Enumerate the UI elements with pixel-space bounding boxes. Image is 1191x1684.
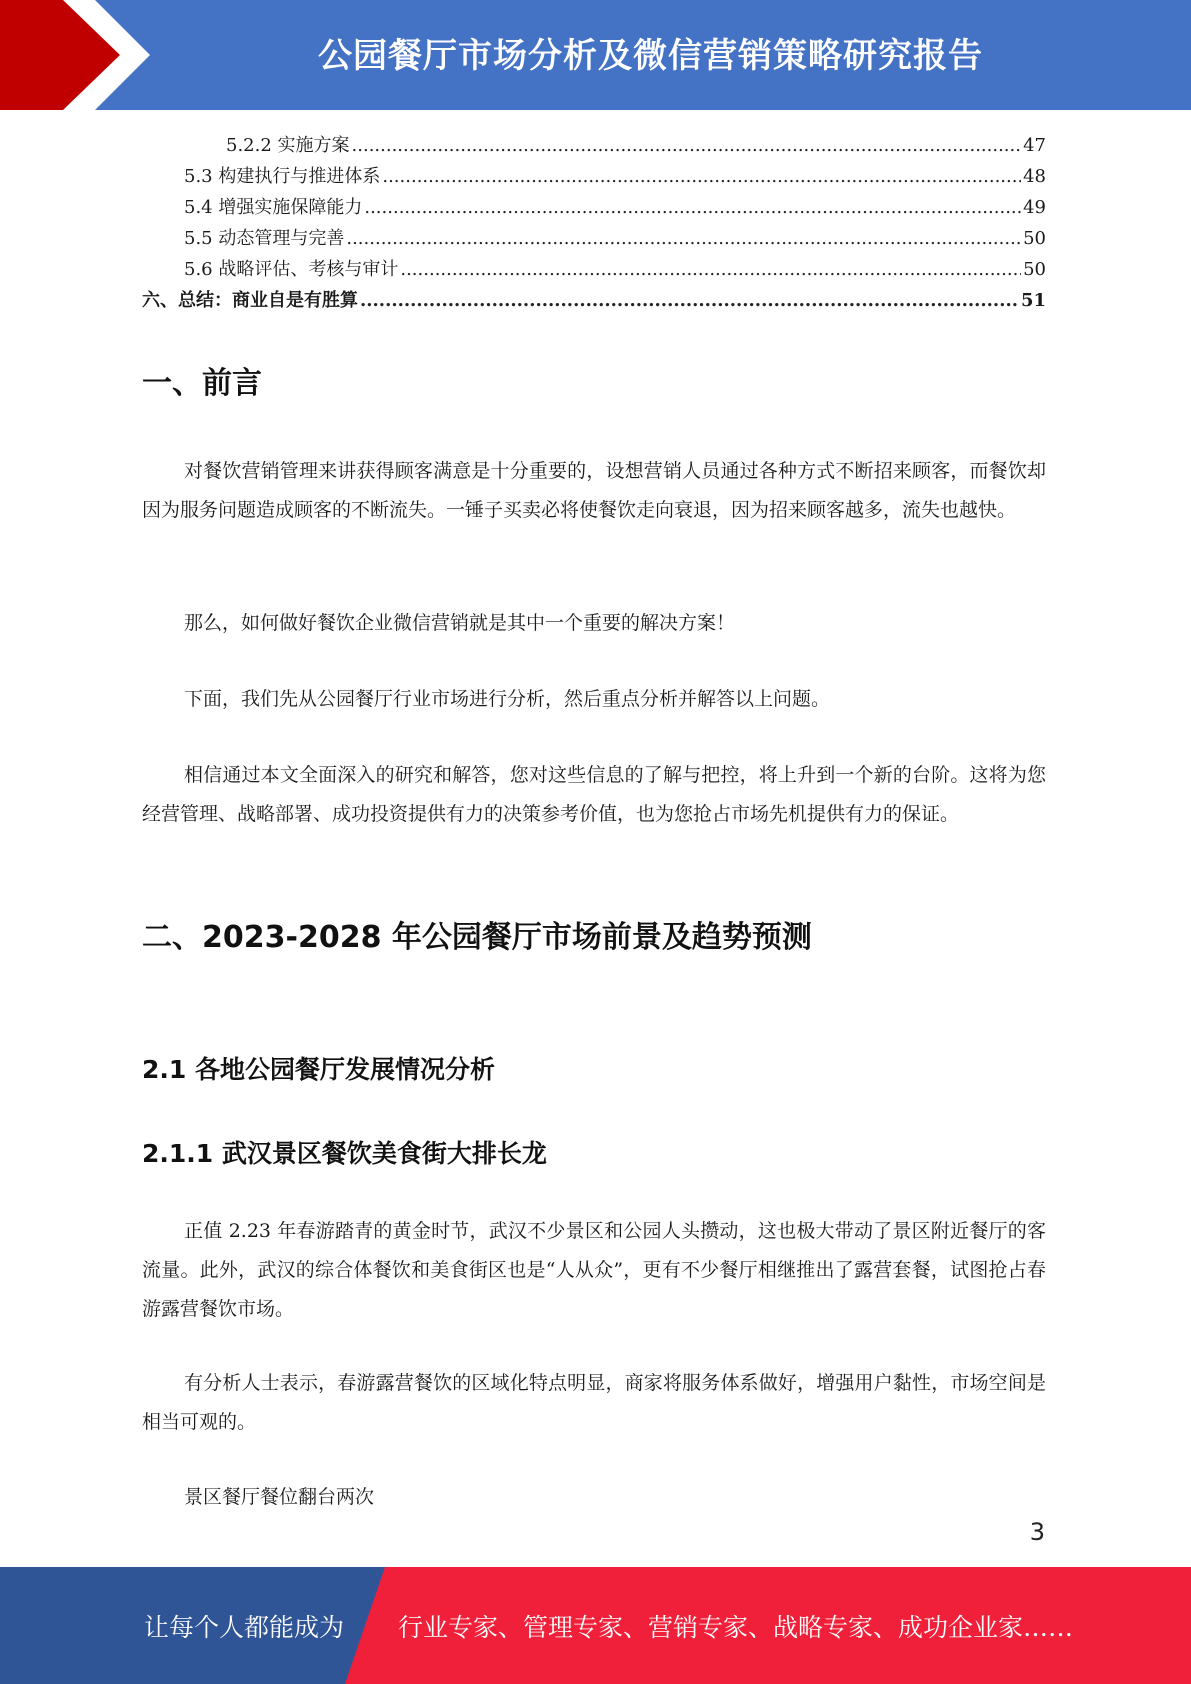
toc-leader-dots [400, 254, 1021, 285]
toc-leader-dots [352, 130, 1022, 161]
table-of-contents [142, 130, 1046, 316]
toc-entry-label: 六、总结：商业自是有胜算 [142, 290, 358, 311]
paragraph: 对餐饮营销管理来讲获得顾客满意是十分重要的，设想营销人员通过各种方式不断招来顾客，而餐饮却因为服务问题造成顾客的不断流失。一锤子买卖必将使餐饮走向衰退，因为招来顾客越多，流失也越快。 [142, 460, 1046, 521]
toc-leader-dots [382, 161, 1021, 192]
toc-entry[interactable] [142, 130, 1046, 161]
toc-entry-page: 49 [1023, 197, 1046, 218]
toc-entry-label: 5.2.2 实施方案 [226, 135, 350, 156]
footer-slogan-right: 行业专家、管理专家、营销专家、战略专家、成功企业家…… [398, 1613, 1074, 1642]
report-title: 公园餐厅市场分析及微信营销策略研究报告 [318, 36, 983, 76]
toc-entry[interactable] [142, 285, 1046, 316]
subsubsection-title: 2.1.1 武汉景区餐饮美食街大排长龙 [142, 1139, 547, 1168]
toc-entry[interactable] [142, 223, 1046, 254]
header-arrow-decoration [0, 0, 160, 110]
paragraph: 景区餐厅餐位翻台两次 [184, 1486, 375, 1508]
toc-leader-dots [360, 285, 1019, 316]
toc-entry-label: 5.3 构建执行与推进体系 [184, 166, 381, 187]
toc-entry-page: 51 [1020, 290, 1046, 311]
toc-entry-page: 48 [1023, 166, 1046, 187]
toc-leader-dots [364, 192, 1021, 223]
toc-entry-page: 50 [1023, 259, 1046, 280]
toc-leader-dots [346, 223, 1021, 254]
footer-slogan-left: 让每个人都能成为 [144, 1613, 345, 1642]
toc-entry-label: 5.6 战略评估、考核与审计 [184, 259, 399, 280]
section-title-chapter-2: 二、2023-2028 年公园餐厅市场前景及趋势预测 [142, 920, 812, 955]
page-header [0, 0, 1191, 110]
paragraph: 正值 2.23 年春游踏青的黄金时节，武汉不少景区和公园人头攒动，这也极大带动了景区附近餐厅的客流量。此外，武汉的综合体餐饮和美食街区也是“人从众”，更有不少餐厅相继推出了露营套餐，试图抢占春游露营餐饮市场。 [142, 1220, 1046, 1320]
toc-entry[interactable] [142, 254, 1046, 285]
subsection-title: 2.1 各地公园餐厅发展情况分析 [142, 1055, 495, 1084]
toc-entry[interactable] [142, 192, 1046, 223]
toc-entry-page: 47 [1023, 135, 1046, 156]
page-content [142, 130, 1046, 1508]
page-number: 3 [1029, 1518, 1045, 1546]
paragraph: 有分析人士表示，春游露营餐饮的区域化特点明显，商家将服务体系做好，增强用户黏性，市场空间是相当可观的。 [142, 1372, 1046, 1433]
toc-entry-label: 5.4 增强实施保障能力 [184, 197, 363, 218]
section-title-preface: 一、前言 [142, 366, 262, 401]
toc-entry-label: 5.5 动态管理与完善 [184, 228, 345, 249]
paragraph: 相信通过本文全面深入的研究和解答，您对这些信息的了解与把控，将上升到一个新的台阶。这将为您经营管理、战略部署、成功投资提供有力的决策参考价值，也为您抢占市场先机提供有力的保证。 [142, 764, 1046, 825]
toc-entry[interactable] [142, 161, 1046, 192]
page-footer [0, 1567, 1191, 1684]
paragraph: 那么，如何做好餐饮企业微信营销就是其中一个重要的解决方案！ [184, 612, 736, 634]
paragraph: 下面，我们先从公园餐厅行业市场进行分析，然后重点分析并解答以上问题。 [184, 688, 831, 710]
toc-entry-page: 50 [1023, 228, 1046, 249]
